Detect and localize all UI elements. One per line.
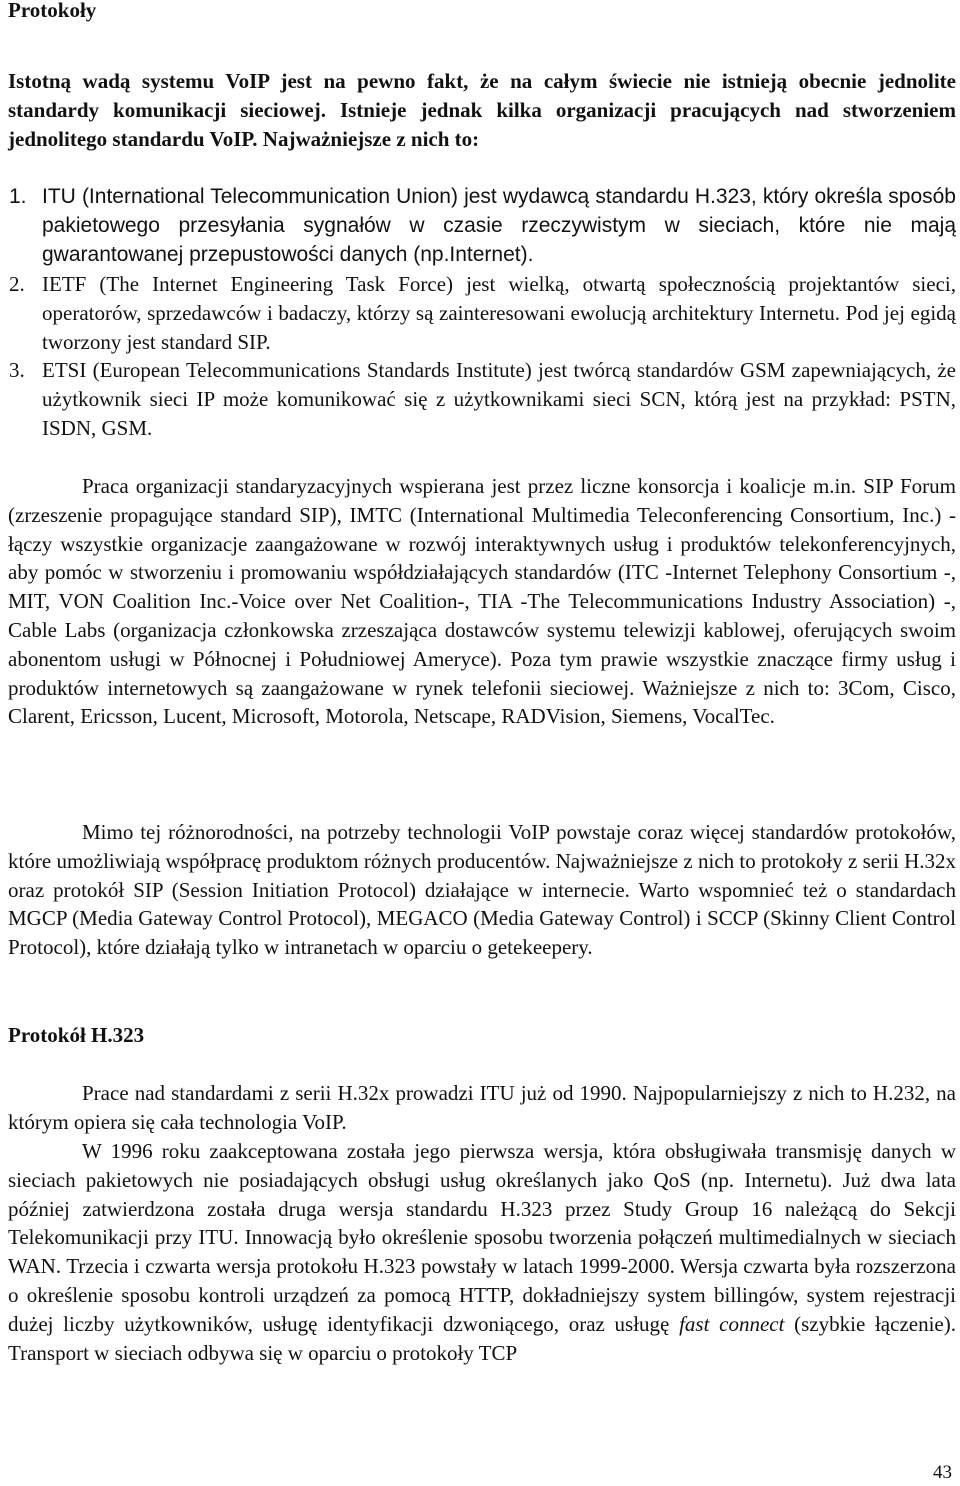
section-title: Protokoły — [8, 0, 97, 22]
intro-paragraph: Istotną wadą systemu VoIP jest na pewno fakt, że na całym świecie nie istnieją obecnie jednolite standardy komunikacji sieciowej. Istnieje jednak kilka organizacji pracujących nad stworzeniem jednolitego standardu VoIP. Najważniejsze z nich to: — [8, 69, 956, 151]
consortia-paragraph: Praca organizacji standaryzacyjnych wspierana jest przez liczne konsorcja i koalicje m.in. SIP Forum (zrzeszenie propagujące standard SIP), IMTC (International Multimedia Teleconferencing Consortium, Inc.) - łączy wszystkie organizacje zaangażowane w rozwój interaktywnych usług i produktów telekonferencyjnych, aby pomóc w stworzeniu i promowaniu współdziałających standardów (ITC -Internet Telephony Consortium -, MIT, VON Coalition Inc.-Voice over Net Coalition-, TIA -The Telecommunications Industry Association) -, Cable Labs (organizacja członkowska zrzeszająca dostawców systemu telewizji kablowej, oferujących swoim abonentom usługi w Północnej i Południowej Ameryce). Poza tym prawie wszystkie znaczące firmy usług i produktów internetowych są zaangażowane w rynek telefonii sieciowej. Ważniejsze z nich to: 3Com, Cisco, Clarent, Ericsson, Lucent, Microsoft, Motorola, Netscape, RADVision, Siemens, VocalTec. — [8, 474, 956, 729]
list-item — [9, 183, 956, 269]
list-item — [9, 356, 956, 442]
fast-connect-term: fast connect — [679, 1311, 785, 1336]
page-number: 43 — [933, 1462, 952, 1483]
h32x-paragraph: Prace nad standardami z serii H.32x prowadzi ITU już od 1990. Najpopularniejszy z nich to H.232, na którym opiera się cała technologia VoIP. — [8, 1081, 956, 1134]
history-text: W 1996 roku zaakceptowana została jego pierwsza wersja, która obsługiwała transmisję danych w sieciach pakietowych nie posiadających obsługi usług określanych jako QoS (np. Internetu). Już dwa lata później zatwierdzona została druga wersja standardu H.323 przez Study Group 16 należącą do Sekcji Telekomunikacji przy ITU. Innowacją było określenie sposobu tworzenia połączeń multimedialnych w sieciach WAN. Trzecia i czwarta wersja protokołu H.323 powstały w latach 1999-2000. Wersja czwarta była rozszerzona o określenie sposobu kontroli urządzeń za pomocą HTTP, dokładniejszy system billingów, system rejestracji dużej liczby użytkowników, usługę identyfikacji dzwoniącego, oraz usługę — [8, 1139, 956, 1336]
list-item — [9, 270, 956, 356]
list-item-text: IETF (The Internet Engineering Task Force) jest wielką, otwartą społecznością projektantów sieci, operatorów, sprzedawców i badaczy, którzy są zainteresowani ewolucją architektury Internetu. Pod jej egidą tworzony jest standard SIP. — [42, 272, 956, 354]
diversity-paragraph: Mimo tej różnorodności, na potrzeby technologii VoIP powstaje coraz więcej standardów protokołów, które umożliwiają współpracę produktom różnych producentów. Najważniejsze z nich to protokoły z serii H.32x oraz protokół SIP (Session Initiation Protocol) działające w internecie. Warto wspomnieć też o standardach MGCP (Media Gateway Control Protocol), MEGACO (Media Gateway Control) i SCCP (Skinny Client Control Protocol), które działają tylko w intranetach w oparciu o getekeepery. — [8, 820, 956, 960]
list-item-number: 2. — [9, 272, 25, 296]
list-item-number: 1. — [9, 185, 27, 208]
list-item-text: ITU (International Telecommunication Union) jest wydawcą standardu H.323, który określa sposób pakietowego przesyłania sygnałów w czasie rzeczywistym w sieciach, które nie mają gwarantowanej przepustowości danych (np.Internet). — [42, 185, 956, 266]
list-item-number: 3. — [9, 358, 25, 382]
subsection-title: Protokół H.323 — [8, 1023, 145, 1047]
list-item-text: ETSI (European Telecommunications Standards Institute) jest twórcą standardów GSM zapewniających, że użytkownik sieci IP może komunikować się z użytkownikami sieci SCN, którą jest na przykład: PSTN, ISDN, GSM. — [42, 358, 956, 440]
history-paragraph — [8, 1137, 956, 1367]
history-text-continued: (szybkie łączenie). Transport w sieciach odbywa się w oparciu o protokoły TCP — [8, 1311, 956, 1365]
